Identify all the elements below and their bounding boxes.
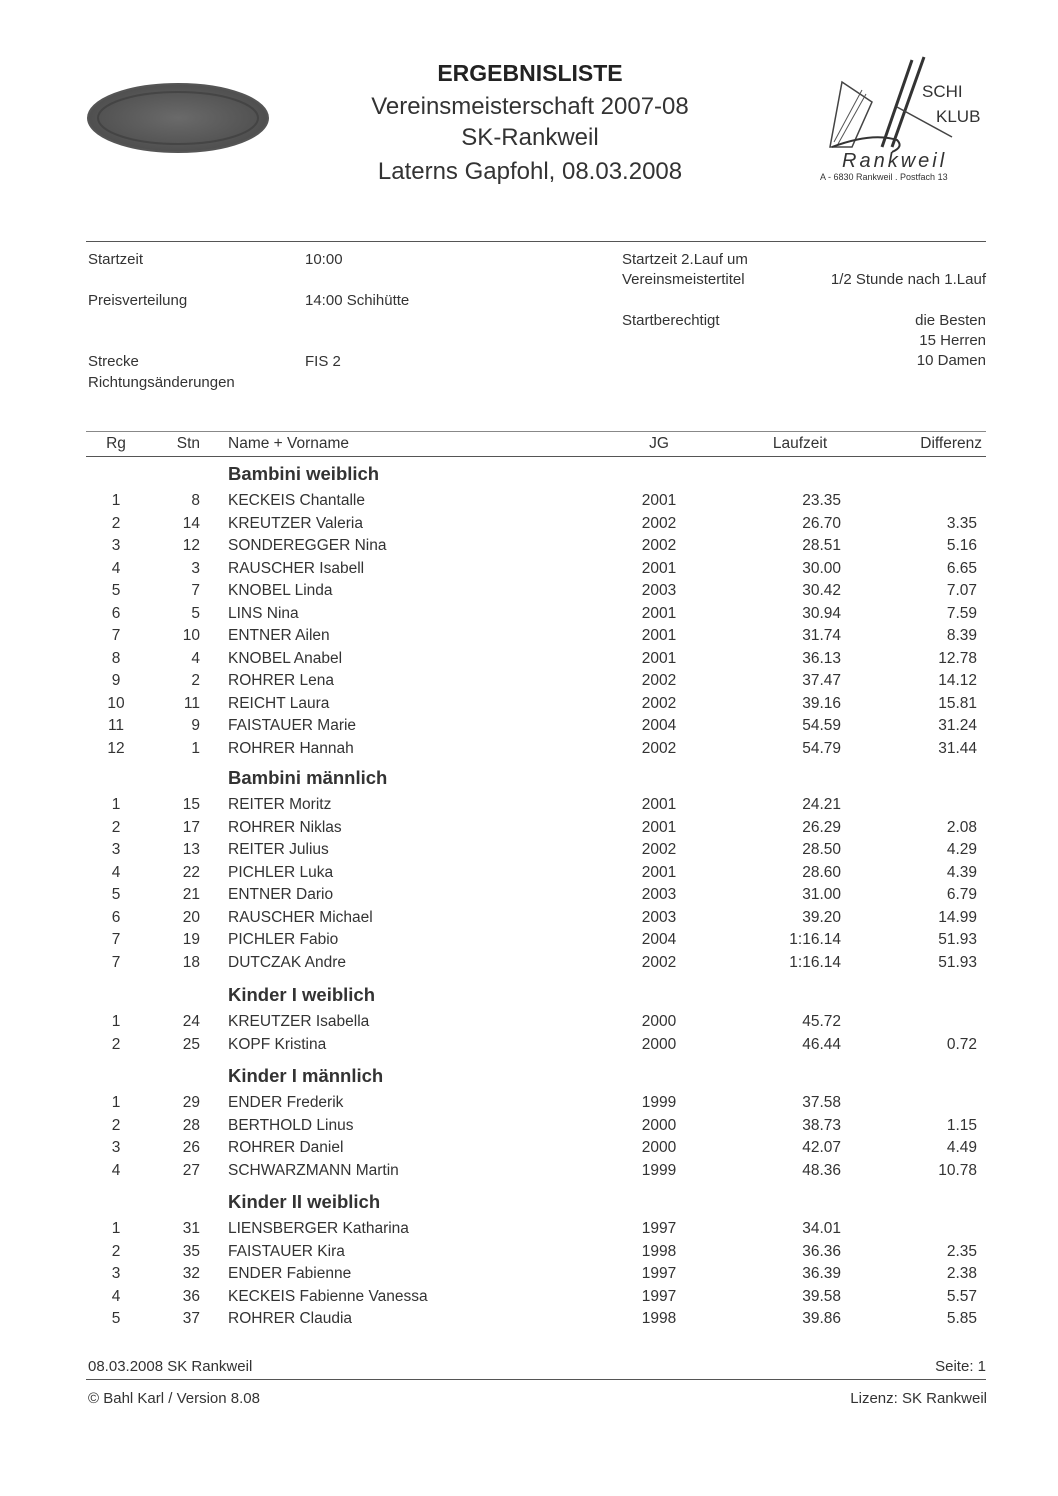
- cell-difference: 7.59: [946, 604, 977, 622]
- club-name: SK-Rankweil: [461, 124, 599, 151]
- cell-start-number: 14: [182, 514, 200, 532]
- category-heading: Kinder II weiblich: [228, 1191, 381, 1212]
- cell-name: LIENSBERGER Katharina: [228, 1220, 409, 1237]
- startberechtigt-value-1: die Besten: [915, 312, 986, 329]
- table-row: [0, 580, 1058, 602]
- cell-run-time: 34.01: [802, 1220, 841, 1237]
- cell-name: PICHLER Luka: [228, 863, 334, 881]
- cell-difference: 12.78: [938, 649, 977, 667]
- cell-birth-year: 2004: [641, 931, 677, 948]
- cell-difference: 3.35: [946, 514, 977, 532]
- cell-birth-year: 1997: [641, 1287, 677, 1305]
- cell-rank: 7: [111, 627, 121, 644]
- category-heading: Kinder I männlich: [228, 1065, 384, 1086]
- cell-run-time: 30.00: [802, 559, 841, 577]
- page-title: ERGEBNISLISTE: [437, 60, 623, 86]
- cell-start-number: 22: [182, 863, 200, 881]
- cell-difference: 4.49: [946, 1139, 977, 1156]
- cell-rank: 8: [111, 649, 121, 667]
- category-heading: Bambini weiblich: [228, 463, 380, 484]
- cell-start-number: 7: [191, 582, 200, 599]
- cell-birth-year: 2003: [641, 582, 677, 599]
- table-row: [0, 490, 1058, 512]
- table-row: [0, 1011, 1058, 1033]
- cell-start-number: 19: [182, 931, 200, 948]
- cell-name: RAUSCHER Michael: [228, 908, 373, 926]
- footer-date-club: 08.03.2008 SK Rankweil: [88, 1358, 253, 1375]
- cell-start-number: 13: [182, 841, 200, 858]
- cell-start-number: 5: [191, 604, 200, 622]
- cell-run-time: 54.79: [802, 739, 841, 757]
- cell-birth-year: 2000: [641, 1139, 677, 1156]
- cell-difference: 0.72: [946, 1035, 977, 1053]
- logo-text-schi: SCHI: [922, 82, 963, 101]
- table-row: [0, 862, 1058, 884]
- cell-name: KREUTZER Valeria: [228, 514, 363, 532]
- cell-birth-year: 2002: [641, 841, 677, 858]
- cell-run-time: 26.70: [802, 514, 841, 532]
- cell-rank: 11: [107, 717, 125, 734]
- cell-difference: 31.44: [938, 739, 977, 757]
- cell-rank: 2: [111, 818, 121, 836]
- table-row: [0, 648, 1058, 670]
- cell-start-number: 29: [182, 1094, 200, 1111]
- table-row: [0, 817, 1058, 839]
- cell-start-number: 36: [182, 1287, 200, 1305]
- cell-difference: 6.79: [946, 886, 977, 903]
- cell-birth-year: 2001: [641, 559, 677, 577]
- cell-name: BERTHOLD Linus: [228, 1116, 354, 1134]
- startberechtigt-value-3: 10 Damen: [916, 352, 986, 369]
- logo-address: A - 6830 Rankweil . Postfach 13: [820, 172, 948, 182]
- cell-difference: 6.65: [946, 559, 977, 577]
- cell-start-number: 17: [182, 818, 200, 836]
- cell-rank: 10: [107, 694, 125, 712]
- cell-birth-year: 2001: [641, 492, 677, 509]
- cell-rank: 4: [111, 559, 121, 577]
- event-name: Vereinsmeisterschaft 2007-08: [371, 93, 689, 120]
- cell-birth-year: 2000: [641, 1035, 677, 1053]
- cell-rank: 2: [111, 1116, 121, 1134]
- cell-start-number: 2: [191, 672, 200, 689]
- cell-rank: 5: [111, 582, 121, 599]
- table-row: [0, 929, 1058, 951]
- cell-name: DUTCZAK Andre: [228, 953, 347, 971]
- table-row: [0, 513, 1058, 535]
- column-header-jg: JG: [649, 435, 669, 452]
- logo-text-rankweil: Rankweil: [842, 150, 948, 172]
- cell-birth-year: 2003: [641, 886, 677, 903]
- table-row: [0, 1160, 1058, 1182]
- cell-start-number: 18: [182, 953, 200, 971]
- cell-difference: 4.39: [946, 863, 977, 881]
- cell-run-time: 39.20: [802, 908, 841, 926]
- cell-name: KREUTZER Isabella: [228, 1013, 370, 1030]
- cell-difference: 10.78: [938, 1161, 977, 1179]
- logo-text-klub: KLUB: [936, 107, 981, 126]
- cell-run-time: 24.21: [802, 796, 841, 813]
- strecke-value: FIS 2: [305, 353, 341, 370]
- footer-license: Lizenz: SK Rankweil: [850, 1390, 987, 1407]
- cell-difference: 8.39: [946, 627, 977, 644]
- table-row: [0, 738, 1058, 760]
- column-header-name: Name + Vorname: [228, 435, 350, 452]
- cell-name: ROHRER Niklas: [228, 818, 342, 836]
- cell-rank: 2: [111, 514, 121, 532]
- cell-birth-year: 2000: [641, 1116, 677, 1134]
- divider: [86, 241, 986, 242]
- divider: [86, 456, 986, 457]
- table-row: [0, 625, 1058, 647]
- cell-birth-year: 2001: [641, 604, 677, 622]
- cell-name: ENTNER Dario: [228, 886, 334, 903]
- cell-run-time: 26.29: [802, 818, 841, 836]
- table-row: [0, 1286, 1058, 1308]
- cell-name: SCHWARZMANN Martin: [228, 1161, 399, 1179]
- cell-rank: 6: [111, 908, 121, 926]
- cell-start-number: 9: [191, 717, 200, 734]
- cell-run-time: 39.58: [802, 1287, 841, 1305]
- cell-name: RAUSCHER Isabell: [228, 559, 365, 577]
- cell-run-time: 36.39: [802, 1265, 841, 1282]
- table-row: [0, 1263, 1058, 1285]
- table-row: [0, 558, 1058, 580]
- cell-start-number: 24: [182, 1013, 200, 1030]
- lauf2-label-line2: Vereinsmeistertitel: [622, 271, 745, 288]
- cell-rank: 7: [111, 931, 121, 948]
- cell-start-number: 20: [182, 908, 200, 926]
- preisverteilung-value: 14:00 Schihütte: [305, 292, 410, 309]
- cell-start-number: 3: [191, 559, 200, 577]
- cell-start-number: 21: [182, 886, 200, 903]
- table-row: [0, 693, 1058, 715]
- cell-start-number: 28: [182, 1116, 200, 1134]
- cell-run-time: 28.50: [802, 841, 841, 858]
- cell-run-time: 30.94: [802, 604, 841, 622]
- cell-run-time: 48.36: [802, 1161, 841, 1179]
- cell-start-number: 15: [182, 796, 200, 813]
- cell-rank: 3: [111, 537, 121, 554]
- cell-birth-year: 1998: [641, 1242, 677, 1260]
- cell-name: ROHRER Lena: [228, 672, 334, 689]
- cell-difference: 51.93: [938, 953, 977, 971]
- table-row: [0, 1241, 1058, 1263]
- startzeit-value: 10:00: [305, 251, 343, 268]
- strecke-label: Strecke: [88, 353, 139, 370]
- richtungsaenderungen-label: Richtungsänderungen: [88, 374, 235, 391]
- table-row: [0, 1092, 1058, 1114]
- cell-run-time: 42.07: [802, 1139, 841, 1156]
- startberechtigt-value-2: 15 Herren: [919, 332, 986, 349]
- cell-name: ENDER Fabienne: [228, 1265, 352, 1282]
- cell-start-number: 31: [182, 1220, 200, 1237]
- cell-run-time: 39.86: [802, 1310, 841, 1327]
- cell-rank: 6: [111, 604, 121, 622]
- cell-rank: 1: [111, 1094, 121, 1111]
- cell-name: ROHRER Hannah: [228, 739, 354, 757]
- cell-birth-year: 2002: [641, 694, 677, 712]
- table-header: [0, 433, 1058, 455]
- cell-birth-year: 1997: [641, 1265, 677, 1282]
- cell-name: REICHT Laura: [228, 694, 330, 712]
- cell-run-time: 1:16.14: [789, 931, 841, 948]
- cell-rank: 1: [111, 1013, 121, 1030]
- cell-run-time: 36.36: [802, 1242, 841, 1260]
- schi-klub-rankweil-logo: [812, 52, 1002, 182]
- cell-difference: 2.38: [946, 1265, 977, 1282]
- cell-difference: 5.16: [946, 537, 977, 554]
- cell-name: KNOBEL Anabel: [228, 649, 343, 667]
- cell-difference: 4.29: [946, 841, 977, 858]
- category-heading: Bambini männlich: [228, 767, 388, 788]
- startberechtigt-label: Startberechtigt: [622, 312, 720, 329]
- cell-start-number: 35: [182, 1242, 200, 1260]
- cell-birth-year: 2001: [641, 796, 677, 813]
- cell-difference: 51.93: [938, 931, 977, 948]
- cell-run-time: 28.51: [802, 537, 841, 554]
- cell-run-time: 30.42: [802, 582, 841, 599]
- table-row: [0, 794, 1058, 816]
- table-row: [0, 907, 1058, 929]
- cell-run-time: 36.13: [802, 649, 841, 667]
- cell-start-number: 25: [182, 1035, 200, 1053]
- cell-start-number: 11: [183, 694, 200, 712]
- cell-name: KNOBEL Linda: [228, 582, 333, 599]
- table-row: [0, 715, 1058, 737]
- cell-rank: 5: [111, 886, 121, 903]
- table-row: [0, 1115, 1058, 1137]
- cell-difference: 2.35: [946, 1242, 977, 1260]
- cell-rank: 1: [111, 796, 121, 813]
- cell-start-number: 1: [191, 739, 200, 757]
- cell-birth-year: 2002: [641, 739, 677, 757]
- column-header-differenz: Differenz: [920, 435, 982, 452]
- cell-birth-year: 2001: [641, 627, 677, 644]
- cell-name: ENTNER Ailen: [228, 627, 330, 644]
- cell-rank: 3: [111, 1139, 121, 1156]
- event-location-date: Laterns Gapfohl, 08.03.2008: [377, 158, 683, 185]
- cell-name: SONDEREGGER Nina: [228, 537, 387, 554]
- table-row: [0, 1308, 1058, 1330]
- cell-difference: 1.15: [946, 1116, 977, 1134]
- cell-rank: 7: [111, 953, 121, 971]
- cell-run-time: 37.58: [802, 1094, 841, 1111]
- cell-difference: 7.07: [946, 582, 977, 599]
- category-heading: Kinder I weiblich: [228, 984, 375, 1005]
- cell-run-time: 46.44: [802, 1035, 841, 1053]
- cell-rank: 2: [111, 1242, 121, 1260]
- column-header-stn: Stn: [176, 435, 200, 452]
- table-row: [0, 670, 1058, 692]
- cell-birth-year: 1997: [641, 1220, 677, 1237]
- cell-rank: 4: [111, 1287, 121, 1305]
- cell-birth-year: 2001: [641, 863, 677, 881]
- cell-run-time: 54.59: [802, 717, 841, 734]
- cell-difference: 14.12: [938, 672, 977, 689]
- table-row: [0, 535, 1058, 557]
- cell-start-number: 12: [182, 537, 200, 554]
- cell-start-number: 4: [191, 649, 200, 667]
- startzeit-label: Startzeit: [88, 251, 144, 268]
- cell-rank: 5: [111, 1310, 121, 1327]
- cell-birth-year: 2003: [641, 908, 677, 926]
- table-row: [0, 884, 1058, 906]
- cell-rank: 9: [111, 672, 121, 689]
- footer-page-number: Seite: 1: [935, 1358, 986, 1375]
- cell-run-time: 28.60: [802, 863, 841, 881]
- cell-rank: 2: [111, 1035, 121, 1053]
- cell-name: KECKEIS Chantalle: [228, 492, 365, 509]
- cell-difference: 2.08: [946, 818, 977, 836]
- cell-name: ENDER Frederik: [228, 1094, 344, 1111]
- cell-start-number: 26: [182, 1139, 200, 1156]
- cell-start-number: 32: [182, 1265, 200, 1282]
- cell-birth-year: 2001: [641, 818, 677, 836]
- cell-birth-year: 2000: [641, 1013, 677, 1030]
- cell-difference: 5.57: [946, 1287, 977, 1305]
- cell-run-time: 45.72: [802, 1013, 841, 1030]
- footer-copyright: © Bahl Karl / Version 8.08: [88, 1390, 260, 1407]
- cell-rank: 12: [107, 739, 125, 757]
- cell-rank: 4: [111, 1161, 121, 1179]
- cell-run-time: 37.47: [802, 672, 841, 689]
- cell-birth-year: 2001: [641, 649, 677, 667]
- cell-start-number: 37: [182, 1310, 200, 1327]
- cell-birth-year: 1998: [641, 1310, 677, 1327]
- cell-rank: 4: [111, 863, 121, 881]
- cell-name: REITER Julius: [228, 841, 329, 858]
- cell-name: FAISTAUER Kira: [228, 1242, 345, 1260]
- cell-run-time: 39.16: [802, 694, 841, 712]
- table-row: [0, 1034, 1058, 1056]
- table-row: [0, 1137, 1058, 1159]
- table-row: [0, 1218, 1058, 1240]
- cell-difference: 31.24: [938, 717, 977, 734]
- club-logo-oval: [85, 82, 271, 154]
- divider: [86, 1379, 986, 1380]
- table-row: [0, 603, 1058, 625]
- cell-birth-year: 2002: [641, 514, 677, 532]
- preisverteilung-label: Preisverteilung: [88, 292, 188, 309]
- divider: [86, 431, 986, 432]
- cell-run-time: 23.35: [802, 492, 841, 509]
- table-row: [0, 952, 1058, 974]
- cell-start-number: 8: [191, 492, 200, 509]
- cell-run-time: 1:16.14: [789, 953, 841, 971]
- cell-birth-year: 1999: [641, 1161, 677, 1179]
- cell-start-number: 27: [182, 1161, 200, 1179]
- cell-rank: 3: [111, 841, 121, 858]
- cell-birth-year: 2002: [641, 537, 677, 554]
- cell-difference: 5.85: [946, 1310, 977, 1327]
- cell-name: KECKEIS Fabienne Vanessa: [228, 1287, 428, 1305]
- cell-name: REITER Moritz: [228, 796, 332, 813]
- cell-name: ROHRER Claudia: [228, 1310, 353, 1327]
- cell-difference: 15.81: [938, 694, 977, 712]
- cell-difference: 14.99: [938, 908, 977, 926]
- lauf2-label-line1: Startzeit 2.Lauf um: [622, 251, 748, 268]
- cell-run-time: 31.74: [802, 627, 841, 644]
- cell-rank: 1: [111, 1220, 121, 1237]
- cell-run-time: 38.73: [802, 1116, 841, 1134]
- cell-run-time: 31.00: [802, 886, 841, 903]
- column-header-laufzeit: Laufzeit: [772, 435, 828, 452]
- cell-birth-year: 1999: [641, 1094, 677, 1111]
- cell-name: KOPF Kristina: [228, 1035, 327, 1053]
- column-header-rg: Rg: [106, 435, 126, 452]
- lauf2-value: 1/2 Stunde nach 1.Lauf: [830, 271, 986, 288]
- cell-birth-year: 2002: [641, 953, 677, 971]
- cell-name: ROHRER Daniel: [228, 1139, 344, 1156]
- table-row: [0, 839, 1058, 861]
- cell-birth-year: 2004: [641, 717, 677, 734]
- cell-birth-year: 2002: [641, 672, 677, 689]
- cell-name: FAISTAUER Marie: [228, 717, 357, 734]
- cell-start-number: 10: [182, 627, 200, 644]
- cell-rank: 3: [111, 1265, 121, 1282]
- cell-rank: 1: [111, 492, 121, 509]
- cell-name: LINS Nina: [228, 604, 299, 622]
- cell-name: PICHLER Fabio: [228, 931, 339, 948]
